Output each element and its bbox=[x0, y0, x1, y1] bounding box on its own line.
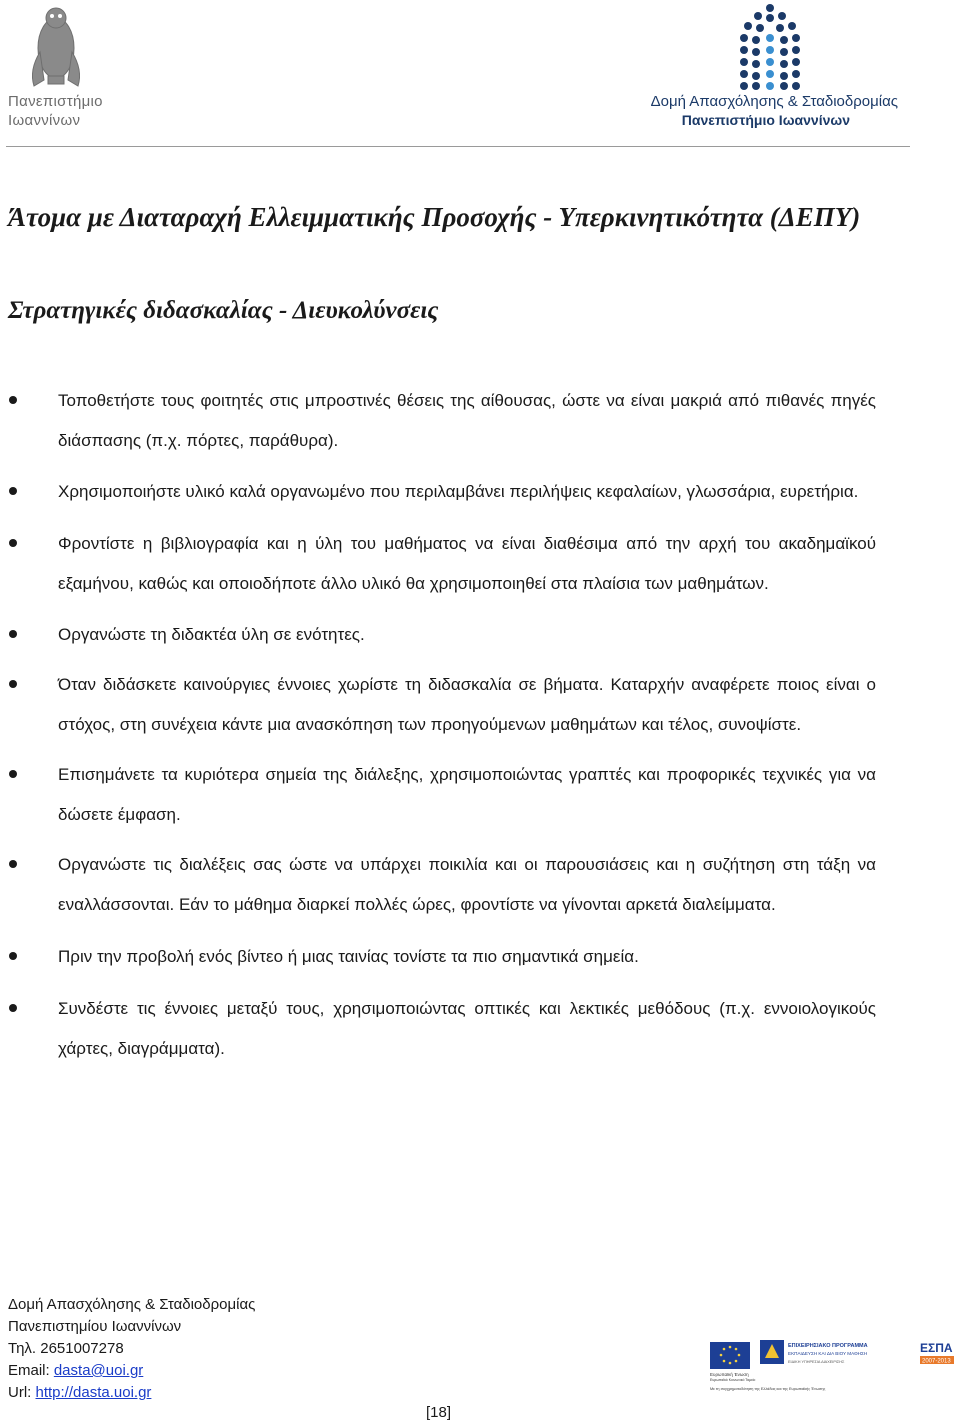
footer-url-link[interactable]: http://dasta.uoi.gr bbox=[35, 1384, 152, 1401]
dasta-dots-logo bbox=[730, 2, 810, 90]
list-item bbox=[0, 665, 876, 745]
page-subtitle: Στρατηγικές διδασκαλίας - Διευκολύνσεις bbox=[8, 297, 439, 324]
list-item bbox=[0, 615, 876, 655]
footer-url-label: Url: bbox=[8, 1384, 36, 1401]
bullet-icon bbox=[9, 539, 17, 547]
bullet-icon bbox=[9, 487, 17, 495]
eu-fund-caption: Ευρωπαϊκό Κοινωνικό Ταμείο bbox=[710, 1378, 756, 1382]
bullet-icon bbox=[9, 680, 17, 688]
list-item-text: Επισημάνετε τα κυριότερα σημεία της διάλεξης, χρησιμοποιώντας γραπτές και προφορικές τεχνικές για να δώσετε έμφαση. bbox=[58, 765, 876, 824]
list-item-text: Τοποθετήστε τους φοιτητές στις μπροστινές θέσεις της αίθουσας, ώστε να είναι μακριά από πιθανές πηγές διάσπασης (π.χ. πόρτες, παράθυρα). bbox=[58, 391, 876, 450]
bullet-icon bbox=[9, 952, 17, 960]
list-item-text: Όταν διδάσκετε καινούργιες έννοιες χωρίστε τη διδασκαλία σε βήματα. Καταρχήν αναφέρετε ποιος είναι ο στόχος, στη συνέχεια κάντε μια ανασκόπηση των προηγούμενων μαθημάτων και τέλος, συνοψίστε. bbox=[58, 675, 876, 734]
footer-university: Πανεπιστημίου Ιωαννίνων bbox=[8, 1318, 182, 1335]
epeaek-title: ΕΠΙΧΕΙΡΗΣΙΑΚΟ ΠΡΟΓΡΑΜΜΑ bbox=[788, 1343, 868, 1349]
list-item bbox=[0, 989, 876, 1069]
list-item bbox=[0, 524, 876, 604]
university-name bbox=[8, 92, 103, 130]
espa-label: ΕΣΠΑ bbox=[920, 1341, 953, 1355]
footer-org: Δομή Απασχόλησης & Σταδιοδρομίας bbox=[8, 1296, 256, 1313]
university-name-line2: Ιωαννίνων bbox=[8, 112, 81, 129]
page-footer bbox=[8, 1294, 255, 1404]
list-item bbox=[0, 937, 876, 977]
list-item bbox=[0, 755, 876, 835]
page-number: [18] bbox=[426, 1404, 452, 1421]
espa-years: 2007-2013 bbox=[922, 1358, 951, 1365]
list-item-text: Πριν την προβολή ενός βίντεο ή μιας ταινίας τονίστε τα πιο σημαντικά σημεία. bbox=[58, 947, 639, 966]
list-item-text: Οργανώστε τις διαλέξεις σας ώστε να υπάρχει ποικιλία και οι παρουσιάσεις και η συζήτηση στη τάξη να εναλλάσσονται. Εάν το μάθημα διαρκεί πολλές ώρες, φροντίστε να γίνονται αρκετά διαλείμματα. bbox=[58, 855, 876, 914]
managing-authority: ΕΙΔΙΚΗ ΥΠΗΡΕΣΙΑ ΔΙΑΧΕΙΡΙΣΗΣ bbox=[788, 1360, 845, 1364]
header-divider bbox=[6, 146, 910, 147]
epeaek-subtitle: ΕΚΠΑΙΔΕΥΣΗ ΚΑΙ ΔΙΑ ΒΙΟΥ ΜΑΘΗΣΗ bbox=[788, 1351, 868, 1356]
university-name-line1: Πανεπιστήμιο bbox=[8, 93, 103, 110]
list-item-text: Φροντίστε η βιβλιογραφία και η ύλη του μαθήματος να είναι διαθέσιμα από την αρχή του ακαδημαϊκού εξαμήνου, καθώς και οποιοδήποτε άλλο υλικό θα χρησιμοποιηθεί στα πλαίσια των μαθημάτων. bbox=[58, 534, 876, 593]
strategies-list bbox=[0, 381, 960, 1069]
bullet-icon bbox=[9, 770, 17, 778]
footer-url-row bbox=[8, 1382, 255, 1404]
dasta-name: Δομή Απασχόλησης & Σταδιοδρομίας bbox=[650, 93, 898, 110]
page-header bbox=[0, 0, 960, 148]
list-item-text: Συνδέστε τις έννοιες μεταξύ τους, χρησιμοποιώντας οπτικές και λεκτικές μεθόδους (π.χ. εννοιολογικούς χάρτες, διαγράμματα). bbox=[58, 999, 876, 1058]
footer-email-link[interactable]: dasta@uoi.gr bbox=[53, 1362, 144, 1379]
footer-email-row bbox=[8, 1360, 255, 1382]
footer-phone: Τηλ. 2651007278 bbox=[8, 1340, 124, 1357]
list-item bbox=[0, 381, 876, 461]
bullet-icon bbox=[9, 396, 17, 404]
bullet-icon bbox=[9, 630, 17, 638]
eu-funding-logos bbox=[708, 1336, 958, 1396]
footer-email-label: Email: bbox=[8, 1362, 54, 1379]
list-item bbox=[0, 472, 876, 512]
page-title: Άτομα με Διαταραχή Ελλειμματικής Προσοχής - Υπερκινητικότητα (ΔΕΠΥ) bbox=[8, 202, 861, 232]
bullet-icon bbox=[9, 1004, 17, 1012]
list-item-text: Χρησιμοποιήστε υλικό καλά οργανωμένο που περιλαμβάνει περιλήψεις κεφαλαίων, γλωσσάρια, ευρετήρια. bbox=[58, 482, 859, 501]
list-item-text: Οργανώστε τη διδακτέα ύλη σε ενότητες. bbox=[58, 625, 365, 644]
cofund-note: Με τη συγχρηματοδότηση της Ελλάδας και της Ευρωπαϊκής Ένωσης bbox=[710, 1387, 826, 1391]
eu-caption: Ευρωπαϊκή Ένωση bbox=[710, 1372, 749, 1377]
list-item bbox=[0, 845, 876, 925]
bullet-icon bbox=[9, 860, 17, 868]
dasta-university: Πανεπιστήμιο Ιωαννίνων bbox=[681, 112, 850, 128]
